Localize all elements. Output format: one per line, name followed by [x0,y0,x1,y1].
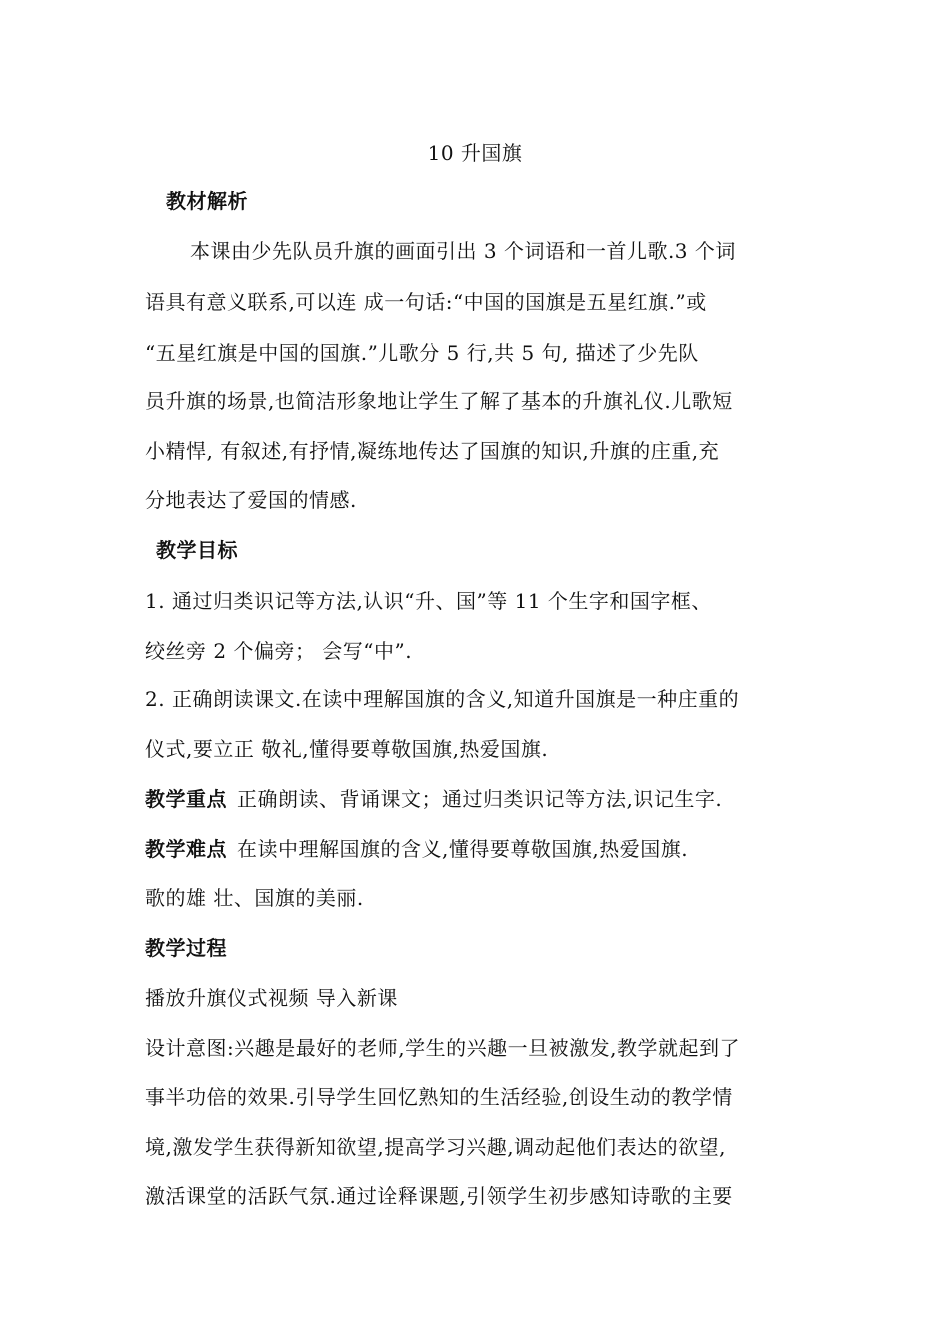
process-line-4: 境,激发学生获得新知欲望,提高学习兴趣,调动起他们表达的欲望, [145,1135,726,1159]
materials-line-3: “五星红旗是中国的国旗.”儿歌分 5 行,共 5 句, 描述了少先队 [145,341,699,365]
process-line-1: 播放升旗仪式视频 导入新课 [145,986,398,1010]
goals-line-3: 2. 正确朗读课文.在读中理解国旗的含义,知道升国旗是一种庄重的 [145,687,740,711]
materials-line-6: 分地表达了爱国的情感. [145,488,357,512]
difficult-point-text: 在读中理解国旗的含义,懂得要尊敬国旗,热爱国旗. [237,837,689,861]
heading-materials: 教材解析 [166,189,248,213]
goals-line-1: 1. 通过归类识记等方法,认识“升、国”等 11 个生字和国字框、 [145,589,712,613]
materials-line-1: 本课由少先队员升旗的画面引出 3 个词语和一首儿歌.3 个词 [190,239,736,263]
difficult-point-label: 教学难点 [145,837,227,861]
process-line-3: 事半功倍的效果.引导学生回忆熟知的生活经验,创设生动的教学情 [145,1085,733,1109]
extra-line: 歌的雄 壮、国旗的美丽. [145,886,364,910]
difficult-point-row [145,836,688,862]
heading-process: 教学过程 [145,936,227,960]
process-line-5: 激活课堂的活跃气氛.通过诠释课题,引领学生初步感知诗歌的主要 [145,1184,733,1208]
process-line-2: 设计意图:兴趣是最好的老师,学生的兴趣一旦被激发,教学就起到了 [145,1036,740,1060]
materials-line-5: 小精悍, 有叙述,有抒情,凝练地传达了国旗的知识,升旗的庄重,充 [145,439,720,463]
goals-line-4: 仪式,要立正 敬礼,懂得要尊敬国旗,热爱国旗. [145,737,549,761]
materials-line-2: 语具有意义联系,可以连 成一句话:“中国的国旗是五星红旗.”或 [145,290,707,314]
materials-line-4: 员升旗的场景,也简洁形象地让学生了解了基本的升旗礼仪.儿歌短 [145,389,733,413]
goals-line-2: 绞丝旁 2 个偏旁； 会写“中”. [145,639,413,663]
document-title: 10 升国旗 [427,141,523,165]
key-point-label: 教学重点 [145,787,227,811]
key-point-row [145,786,722,812]
key-point-text: 正确朗读、背诵课文；通过归类识记等方法,识记生字. [237,787,723,811]
heading-goals: 教学目标 [156,538,238,562]
